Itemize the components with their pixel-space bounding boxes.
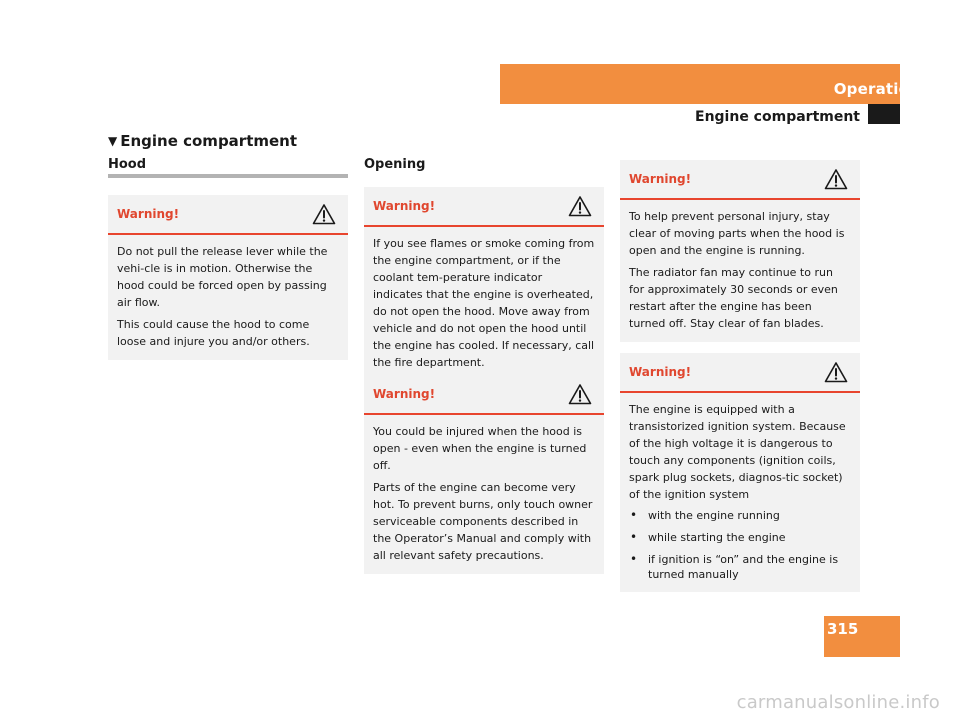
warning-title: Warning!	[117, 207, 180, 221]
triangle-bullet-icon: ▼	[108, 134, 118, 148]
warning-box-hot-parts	[364, 375, 604, 574]
warning-triangle-icon	[824, 168, 848, 190]
warning-box-ignition	[620, 353, 860, 592]
warning-paragraph: This could cause the hood to come loose and injure you and/or others.	[117, 318, 310, 348]
warning-box-moving-parts	[620, 160, 860, 342]
hood-heading-rule	[108, 174, 348, 178]
warning-body	[364, 415, 604, 574]
warning-header	[620, 160, 860, 200]
warning-body	[364, 227, 604, 381]
warning-body	[620, 200, 860, 342]
warning-paragraph: The radiator fan may continue to run for approximately 30 seconds or even restart after the engine has been turned off. Stay clear of fan blades.	[629, 266, 838, 330]
main-heading	[108, 132, 297, 150]
warning-triangle-icon	[568, 195, 592, 217]
section-marker	[868, 104, 900, 124]
warning-triangle-icon	[824, 361, 848, 383]
warning-title: Warning!	[373, 199, 436, 213]
opening-heading: Opening	[364, 157, 426, 172]
list-item: • if ignition is “on” and the engine is turned manually	[629, 552, 851, 582]
section-title: Engine compartment	[695, 109, 860, 125]
warning-header	[108, 195, 348, 235]
warning-box-flames	[364, 187, 604, 381]
warning-paragraph: The engine is equipped with a transistorized ignition system. Because of the high voltage it is dangerous to touch any components (ignition coils, spark plug sockets, diagnos-tic socket) of the ignition system	[629, 403, 846, 501]
warning-paragraph: Do not pull the release lever while the vehi-cle is in motion. Otherwise the hood could be forced open by passing air flow.	[117, 245, 328, 309]
chapter-title: Operation	[833, 80, 920, 98]
warning-paragraph: You could be injured when the hood is open - even when the engine is turned off.	[373, 425, 587, 472]
warning-body	[620, 393, 860, 592]
ignition-bullet-list	[629, 508, 851, 582]
watermark: carmanualsonline.info	[736, 692, 940, 713]
warning-title: Warning!	[629, 172, 692, 186]
warning-title: Warning!	[373, 387, 436, 401]
warning-header	[364, 375, 604, 415]
warning-header	[364, 187, 604, 227]
warning-paragraph: To help prevent personal injury, stay clear of moving parts when the hood is open and the engine is running.	[629, 210, 845, 257]
warning-title: Warning!	[629, 365, 692, 379]
warning-paragraph: If you see flames or smoke coming from the engine compartment, or if the coolant tem-perature indicator indicates that the engine is overheated, do not open the hood. Move away from vehicle and do not open the hood until the engine has cooled. If necessary, call the fire department.	[373, 237, 595, 369]
warning-box-hood	[108, 195, 348, 360]
page-number: 315	[827, 620, 859, 638]
hood-heading: Hood	[108, 157, 147, 172]
main-heading-text: Engine compartment	[120, 132, 298, 150]
list-item: • while starting the engine	[629, 530, 851, 545]
warning-body	[108, 235, 348, 360]
list-item: • with the engine running	[629, 508, 851, 523]
warning-header	[620, 353, 860, 393]
warning-triangle-icon	[312, 203, 336, 225]
warning-triangle-icon	[568, 383, 592, 405]
warning-paragraph: Parts of the engine can become very hot. To prevent burns, only touch owner serviceable components described in the Operator’s Manual and comply with all relevant safety precautions.	[373, 481, 593, 562]
